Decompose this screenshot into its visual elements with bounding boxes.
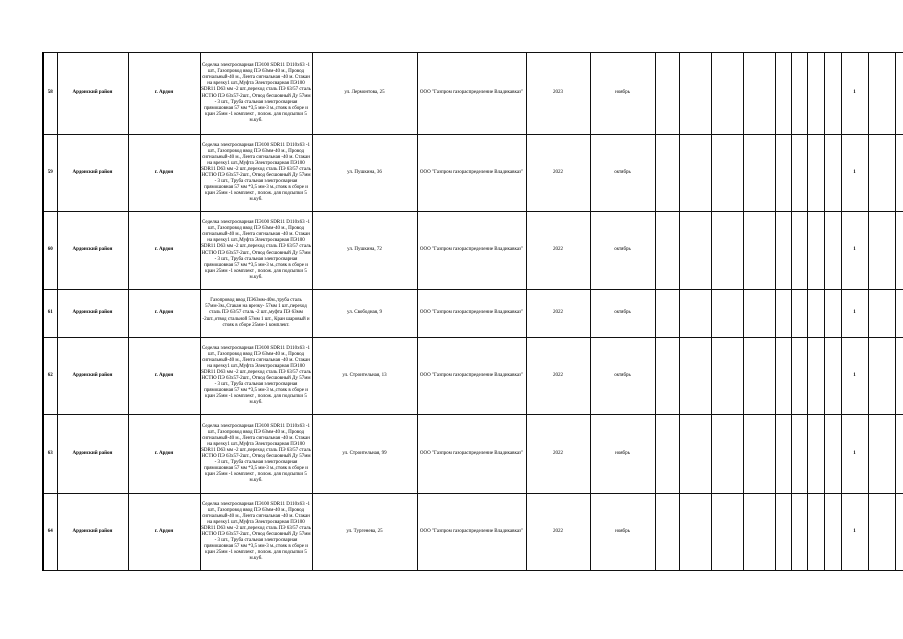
organization-cell: ООО "Газпром газораспределение Владикавказ" bbox=[417, 135, 526, 212]
month-cell: октябрь bbox=[590, 212, 655, 290]
table-row bbox=[43, 290, 903, 338]
empty-cell bbox=[743, 494, 775, 571]
empty-cell bbox=[655, 338, 679, 415]
table-row bbox=[43, 212, 903, 290]
empty-cell bbox=[895, 135, 903, 212]
district-cell: Ардонский район bbox=[57, 415, 128, 494]
year-cell: 2022 bbox=[526, 494, 590, 571]
empty-cell bbox=[679, 135, 711, 212]
empty-cell bbox=[824, 212, 841, 290]
year-cell: 2022 bbox=[526, 135, 590, 212]
empty-cell bbox=[655, 53, 679, 135]
year-cell: 2022 bbox=[526, 290, 590, 338]
organization-cell: ООО "Газпром газораспределение Владикавказ" bbox=[417, 290, 526, 338]
flag-cell: 1 bbox=[841, 212, 868, 290]
empty-cell bbox=[807, 135, 824, 212]
table-row bbox=[43, 53, 903, 135]
work-description-cell: Седелка электросварная ПЭ100 SDR11 D110х63 -1 шт., Газопровод ввод ПЭ 63мм-40 м., Провод сигнальный-40 м., Лента сигнальная -40 м. Стакан на врезку1 шт.,Муфта Электросварная ПЭ100 SDR11 D63 мм -2 шт.,переход сталь ПЭ 63/57 сталь НСТЮ ПЭ 63х57-2шт., Отвод бесшовный Ду 57мм - 3 шт., Труба стальная электросварная прямошовная 57 мм *3,5 мм-3 м.,стояк в сборе и кран 25мм -1 комплект , полож. для подсыпки 5 м.куб. bbox=[200, 415, 312, 494]
city-cell: г. Ардон bbox=[128, 338, 200, 415]
empty-cell bbox=[791, 338, 807, 415]
empty-cell bbox=[775, 338, 791, 415]
flag-cell: 1 bbox=[841, 338, 868, 415]
gas-connection-table bbox=[42, 52, 903, 571]
empty-cell bbox=[868, 338, 895, 415]
row-number: 64 bbox=[43, 494, 57, 571]
empty-cell bbox=[655, 290, 679, 338]
district-cell: Ардонский район bbox=[57, 494, 128, 571]
district-cell: Ардонский район bbox=[57, 135, 128, 212]
empty-cell bbox=[868, 290, 895, 338]
empty-cell bbox=[791, 135, 807, 212]
empty-cell bbox=[824, 415, 841, 494]
organization-cell: ООО "Газпром газораспределение Владикавказ" bbox=[417, 415, 526, 494]
empty-cell bbox=[895, 212, 903, 290]
row-number: 59 bbox=[43, 135, 57, 212]
city-cell: г. Ардон bbox=[128, 415, 200, 494]
empty-cell bbox=[868, 415, 895, 494]
month-cell: ноябрь bbox=[590, 53, 655, 135]
work-description-cell: Седелка электросварная ПЭ100 SDR11 D110х63 -1 шт., Газопровод ввод ПЭ 63мм-40 м., Провод сигнальный-40 м., Лента сигнальная -40 м. Стакан на врезку1 шт.,Муфта Электросварная ПЭ100 SDR11 D63 мм -2 шт.,переход сталь ПЭ 63/57 сталь НСТЮ ПЭ 63х57-2шт., Отвод бесшовный Ду 57мм - 3 шт., Труба стальная электросварная прямошовная 57 мм *3,5 мм-3 м.,стояк в сборе и кран 25мм -1 комплект , полож. для подсыпки 5 м.куб. bbox=[200, 135, 312, 212]
empty-cell bbox=[895, 415, 903, 494]
empty-cell bbox=[807, 494, 824, 571]
address-cell: ул. Строительная, 99 bbox=[312, 415, 417, 494]
empty-cell bbox=[895, 494, 903, 571]
district-cell: Ардонский район bbox=[57, 53, 128, 135]
table-row bbox=[43, 494, 903, 571]
year-cell: 2022 bbox=[526, 338, 590, 415]
empty-cell bbox=[791, 494, 807, 571]
empty-cell bbox=[743, 338, 775, 415]
work-description-cell: Седелка электросварная ПЭ100 SDR11 D110х63 -1 шт., Газопровод ввод ПЭ 63мм-40 м., Провод сигнальный-40 м., Лента сигнальная -40 м. Стакан на врезку1 шт.,Муфта Электросварная ПЭ100 SDR11 D63 мм -2 шт.,переход сталь ПЭ 63/57 сталь НСТЮ ПЭ 63х57-2шт., Отвод бесшовный Ду 57мм - 3 шт., Труба стальная электросварная прямошовная 57 мм *3,5 мм-3 м.,стояк в сборе и кран 25мм -1 комплект , полож. для подсыпки 5 м.куб. bbox=[200, 338, 312, 415]
empty-cell bbox=[711, 338, 743, 415]
empty-cell bbox=[791, 53, 807, 135]
empty-cell bbox=[807, 415, 824, 494]
flag-cell: 1 bbox=[841, 494, 868, 571]
year-cell: 2022 bbox=[526, 415, 590, 494]
address-cell: ул. Лермонтова, 25 bbox=[312, 53, 417, 135]
organization-cell: ООО "Газпром газораспределение Владикавказ" bbox=[417, 212, 526, 290]
empty-cell bbox=[791, 290, 807, 338]
work-description-cell: Седелка электросварная ПЭ100 SDR11 D110х63 -1 шт., Газопровод ввод ПЭ 63мм-40 м., Провод сигнальный-40 м., Лента сигнальная -40 м. Стакан на врезку1 шт.,Муфта Электросварная ПЭ100 SDR11 D63 мм -2 шт.,переход сталь ПЭ 63/57 сталь НСТЮ ПЭ 63х57-2шт., Отвод бесшовный Ду 57мм - 3 шт., Труба стальная электросварная прямошовная 57 мм *3,5 мм-3 м.,стояк в сборе и кран 25мм -1 комплект , полож. для подсыпки 5 м.куб. bbox=[200, 212, 312, 290]
month-cell: ноябрь bbox=[590, 494, 655, 571]
year-cell: 2023 bbox=[526, 53, 590, 135]
work-description-cell: Газопровод ввод ПЭ63мм-40м.,труба сталь 57мм-3м.,Стакан на врезку- 57мм 1 шт.,переход сталь ПЭ 63/57 сталь -2 шт.,муфта ПЭ 63мм -2шт.,отвод стальной 57мм 1 шт., Кран шаровый и стояк в сборе 25мм-1 комплект. bbox=[200, 290, 312, 338]
month-cell: октябрь bbox=[590, 338, 655, 415]
table-row bbox=[43, 338, 903, 415]
month-cell: октябрь bbox=[590, 135, 655, 212]
city-cell: г. Ардон bbox=[128, 290, 200, 338]
empty-cell bbox=[655, 415, 679, 494]
empty-cell bbox=[895, 338, 903, 415]
empty-cell bbox=[868, 135, 895, 212]
city-cell: г. Ардон bbox=[128, 53, 200, 135]
empty-cell bbox=[807, 53, 824, 135]
row-number: 60 bbox=[43, 212, 57, 290]
city-cell: г. Ардон bbox=[128, 494, 200, 571]
empty-cell bbox=[791, 415, 807, 494]
address-cell: ул. Пушкина, 36 bbox=[312, 135, 417, 212]
empty-cell bbox=[743, 290, 775, 338]
empty-cell bbox=[743, 53, 775, 135]
flag-cell: 1 bbox=[841, 290, 868, 338]
empty-cell bbox=[868, 494, 895, 571]
district-cell: Ардонский район bbox=[57, 338, 128, 415]
empty-cell bbox=[895, 290, 903, 338]
empty-cell bbox=[824, 135, 841, 212]
empty-cell bbox=[824, 290, 841, 338]
empty-cell bbox=[711, 135, 743, 212]
organization-cell: ООО "Газпром газораспределение Владикавказ" bbox=[417, 338, 526, 415]
empty-cell bbox=[655, 212, 679, 290]
empty-cell bbox=[791, 212, 807, 290]
address-cell: ул. Тургенева, 25 bbox=[312, 494, 417, 571]
empty-cell bbox=[655, 135, 679, 212]
empty-cell bbox=[711, 494, 743, 571]
empty-cell bbox=[711, 290, 743, 338]
empty-cell bbox=[807, 338, 824, 415]
empty-cell bbox=[655, 494, 679, 571]
empty-cell bbox=[824, 338, 841, 415]
empty-cell bbox=[775, 290, 791, 338]
organization-cell: ООО "Газпром газораспределение Владикавказ" bbox=[417, 53, 526, 135]
empty-cell bbox=[743, 212, 775, 290]
empty-cell bbox=[895, 53, 903, 135]
month-cell: ноябрь bbox=[590, 415, 655, 494]
year-cell: 2022 bbox=[526, 212, 590, 290]
work-description-cell: Седелка электросварная ПЭ100 SDR11 D110х63 -1 шт., Газопровод ввод ПЭ 63мм-40 м., Провод сигнальный-40 м., Лента сигнальная -40 м. Стакан на врезку1 шт.,Муфта Электросварная ПЭ100 SDR11 D63 мм -2 шт.,переход сталь ПЭ 63/57 сталь НСТЮ ПЭ 63х57-2шт., Отвод бесшовный Ду 57мм - 3 шт., Труба стальная электросварная прямошовная 57 мм *3,5 мм-3 м.,стояк в сборе и кран 25мм -1 комплект , полож. для подсыпки 5 м.куб. bbox=[200, 53, 312, 135]
district-cell: Ардонский район bbox=[57, 212, 128, 290]
empty-cell bbox=[711, 415, 743, 494]
organization-cell: ООО "Газпром газораспределение Владикавказ" bbox=[417, 494, 526, 571]
row-number: 62 bbox=[43, 338, 57, 415]
empty-cell bbox=[711, 212, 743, 290]
empty-cell bbox=[679, 415, 711, 494]
address-cell: ул. Пушкина, 72 bbox=[312, 212, 417, 290]
empty-cell bbox=[775, 212, 791, 290]
empty-cell bbox=[743, 135, 775, 212]
empty-cell bbox=[775, 494, 791, 571]
empty-cell bbox=[775, 53, 791, 135]
empty-cell bbox=[824, 494, 841, 571]
empty-cell bbox=[743, 415, 775, 494]
row-number: 58 bbox=[43, 53, 57, 135]
work-description-cell: Седелка электросварная ПЭ100 SDR11 D110х63 -1 шт., Газопровод ввод ПЭ 63мм-40 м., Провод сигнальный-40 м., Лента сигнальная -40 м. Стакан на врезку1 шт.,Муфта Электросварная ПЭ100 SDR11 D63 мм -2 шт.,переход сталь ПЭ 63/57 сталь НСТЮ ПЭ 63х57-2шт., Отвод бесшовный Ду 57мм - 3 шт., Труба стальная электросварная прямошовная 57 мм *3,5 мм-3 м.,стояк в сборе и кран 25мм -1 комплект , полож. для подсыпки 5 м.куб. bbox=[200, 494, 312, 571]
empty-cell bbox=[679, 338, 711, 415]
flag-cell: 1 bbox=[841, 53, 868, 135]
month-cell: октябрь bbox=[590, 290, 655, 338]
city-cell: г. Ардон bbox=[128, 212, 200, 290]
empty-cell bbox=[868, 212, 895, 290]
flag-cell: 1 bbox=[841, 135, 868, 212]
empty-cell bbox=[679, 290, 711, 338]
empty-cell bbox=[868, 53, 895, 135]
empty-cell bbox=[679, 212, 711, 290]
empty-cell bbox=[807, 212, 824, 290]
address-cell: ул. Строительная, 13 bbox=[312, 338, 417, 415]
empty-cell bbox=[824, 53, 841, 135]
district-cell: Ардонский район bbox=[57, 290, 128, 338]
empty-cell bbox=[775, 135, 791, 212]
row-number: 61 bbox=[43, 290, 57, 338]
address-cell: ул. Свободная, 9 bbox=[312, 290, 417, 338]
empty-cell bbox=[679, 53, 711, 135]
row-number: 63 bbox=[43, 415, 57, 494]
table-row bbox=[43, 135, 903, 212]
empty-cell bbox=[711, 53, 743, 135]
city-cell: г. Ардон bbox=[128, 135, 200, 212]
flag-cell: 1 bbox=[841, 415, 868, 494]
empty-cell bbox=[679, 494, 711, 571]
empty-cell bbox=[807, 290, 824, 338]
table-row bbox=[43, 415, 903, 494]
empty-cell bbox=[775, 415, 791, 494]
